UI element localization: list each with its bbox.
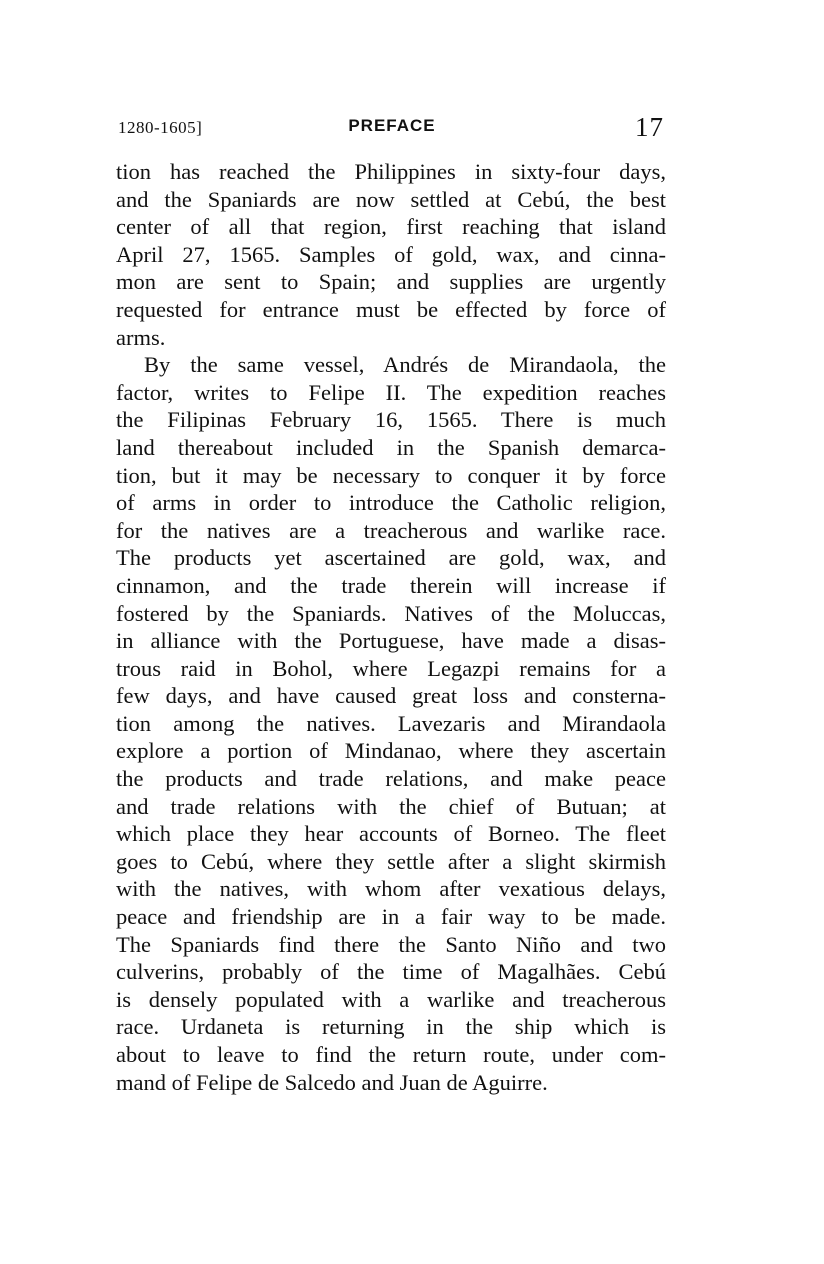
text-line: about to leave to find the return route, under com- bbox=[116, 1042, 666, 1067]
running-head bbox=[118, 112, 666, 146]
running-head-date-range: 1280-1605] bbox=[118, 118, 203, 137]
text-line: tion among the natives. Lavezaris and Mirandaola bbox=[116, 710, 666, 736]
text-line: The products yet ascertained are gold, wax, and bbox=[116, 545, 666, 571]
text-line: mon are sent to Spain; and supplies are urgently bbox=[116, 269, 666, 295]
text-line: factor, writes to Felipe II. The expedition reaches bbox=[116, 379, 666, 405]
text-line: the products and trade relations, and make peace bbox=[116, 766, 666, 792]
text-line: tion, but it may be necessary to conquer it by force bbox=[116, 462, 666, 488]
text-line: explore a portion of Mindanao, where they ascertain bbox=[116, 738, 666, 764]
text-line: few days, and have caused great loss and consterna- bbox=[116, 683, 666, 709]
text-line: The Spaniards find there the Santo Niño and two bbox=[116, 931, 666, 957]
text-line: center of all that region, first reaching that island bbox=[116, 214, 666, 240]
text-line: tion has reached the Philippines in sixty-four days, bbox=[116, 159, 666, 184]
text-line: culverins, probably of the time of Magalhães. Cebú bbox=[116, 959, 666, 985]
text-line: is densely populated with a warlike and treacherous bbox=[116, 986, 666, 1012]
body-text bbox=[116, 158, 666, 1096]
text-line: fostered by the Spaniards. Natives of the Moluccas, bbox=[116, 600, 666, 626]
text-line: for the natives are a treacherous and warlike race. bbox=[116, 517, 666, 543]
text-line: peace and friendship are in a fair way to be made. bbox=[116, 904, 666, 930]
paragraph-1 bbox=[116, 158, 666, 351]
text-line: goes to Cebú, where they settle after a slight skirmish bbox=[116, 848, 666, 874]
text-line: with the natives, with whom after vexatious delays, bbox=[116, 876, 666, 902]
text-line: and trade relations with the chief of Butuan; at bbox=[116, 793, 666, 819]
running-head-title: PREFACE bbox=[348, 116, 436, 135]
text-line: requested for entrance must be effected by force of bbox=[116, 296, 666, 322]
text-line: April 27, 1565. Samples of gold, wax, and cinna- bbox=[116, 241, 666, 267]
text-line: and the Spaniards are now settled at Cebú, the best bbox=[116, 186, 666, 212]
text-line: race. Urdaneta is returning in the ship which is bbox=[116, 1014, 666, 1040]
page-number: 17 bbox=[635, 112, 664, 142]
text-line: the Filipinas February 16, 1565. There is much bbox=[116, 407, 666, 433]
text-line: cinnamon, and the trade therein will increase if bbox=[116, 572, 666, 598]
text-line: which place they hear accounts of Borneo. The fleet bbox=[116, 821, 666, 847]
text-line: mand of Felipe de Salcedo and Juan de Aguirre. bbox=[116, 1069, 548, 1095]
text-line: of arms in order to introduce the Catholic religion, bbox=[116, 490, 666, 516]
text-line: arms. bbox=[116, 324, 166, 350]
text-line: trous raid in Bohol, where Legazpi remains for a bbox=[116, 655, 666, 681]
text-line: in alliance with the Portuguese, have made a disas- bbox=[116, 628, 666, 654]
text-line: By the same vessel, Andrés de Mirandaola, the bbox=[144, 352, 666, 378]
text-line: land thereabout included in the Spanish demarca- bbox=[116, 434, 666, 460]
paragraph-2 bbox=[116, 351, 666, 1096]
